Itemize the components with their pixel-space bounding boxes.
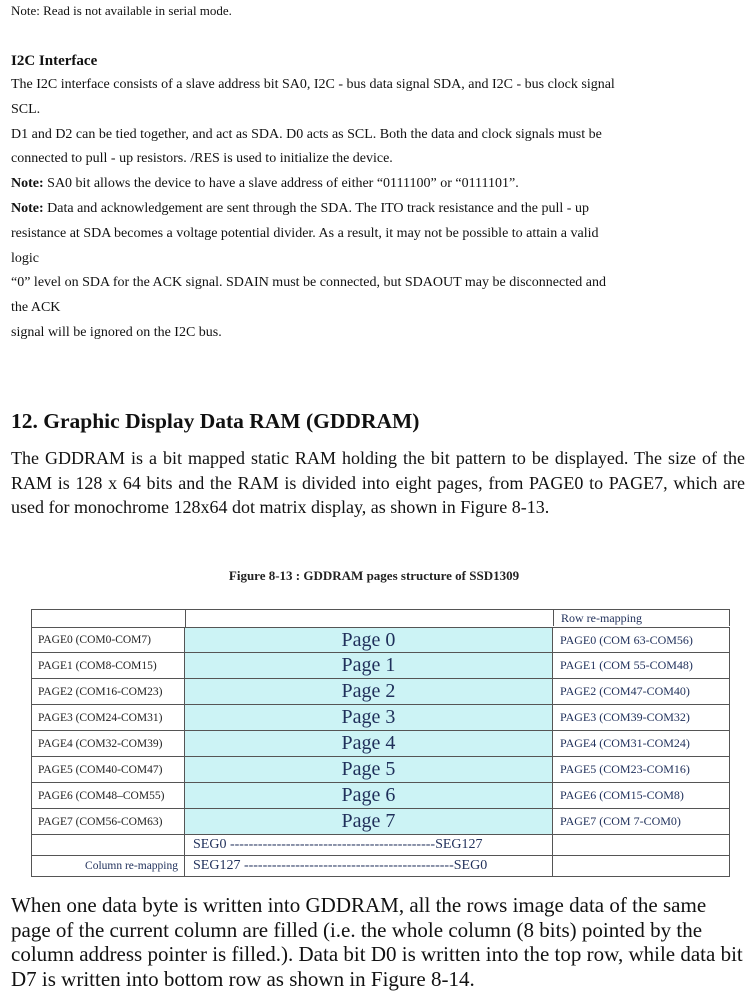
i2c-line-4: connected to pull - up resistors. /RES is used to initialize the device. <box>11 151 393 167</box>
gddram-pages-figure <box>31 609 730 877</box>
row-remap-label: PAGE3 (COM39-COM32) <box>553 705 730 731</box>
gddram-paragraph-text: The GDDRAM is a bit mapped static RAM holding the bit pattern to be displayed. The size of the RAM is 128 x 64 bits and the RAM is divided into eight pages, from PAGE0 to PAGE7, which are used for monochrome 128x64 dot matrix display, as shown in Figure 8-13. <box>11 448 745 518</box>
header-left-cell <box>31 610 185 627</box>
i2c-heading: I2C Interface <box>11 53 98 69</box>
seg-remap-right-cell <box>553 856 730 877</box>
i2c-line-9: “0” level on SDA for the ACK signal. SDAIN must be connected, but SDAOUT may be disconnected and <box>11 275 607 291</box>
i2c-line-8: logic <box>11 250 39 266</box>
page-com-label: PAGE3 (COM24-COM31) <box>31 705 185 731</box>
gddram-write-paragraph <box>11 893 745 991</box>
row-remap-label: PAGE5 (COM23-COM16) <box>553 757 730 783</box>
i2c-line-11: signal will be ignored on the I2C bus. <box>11 324 222 340</box>
i2c-note-2 <box>11 197 741 222</box>
row-remap-label: PAGE7 (COM 7-COM0) <box>553 809 730 835</box>
seg-normal-label: SEG0 --------------------------------------------SEG127 <box>185 835 553 856</box>
page-block: Page 7 <box>185 809 553 835</box>
note-text: Data and acknowledgement are sent through the SDA. The ITO track resistance and the pull - up <box>43 200 589 216</box>
page-com-label: PAGE7 (COM56-COM63) <box>31 809 185 835</box>
i2c-line-2: SCL. <box>11 101 41 117</box>
gddram-paragraph <box>11 446 745 520</box>
seg-remap-label: SEG127 ---------------------------------------------SEG0 <box>185 856 553 877</box>
i2c-line-10: the ACK <box>11 300 61 316</box>
page-block: Page 6 <box>185 783 553 809</box>
row-remap-label: PAGE1 (COM 55-COM48) <box>553 653 730 679</box>
page-block: Page 5 <box>185 757 553 783</box>
page-block: Page 4 <box>185 731 553 757</box>
seg-row-right-cell <box>553 835 730 856</box>
page-com-label: PAGE5 (COM40-COM47) <box>31 757 185 783</box>
gddram-heading: 12. Graphic Display Data RAM (GDDRAM) <box>11 409 420 433</box>
i2c-line-1: The I2C interface consists of a slave address bit SA0, I2C - bus data signal SDA, and I2C - bus clock signal <box>11 77 615 92</box>
column-remap-label: Column re-mapping <box>31 856 185 877</box>
gddram-write-paragraph-text: When one data byte is written into GDDRAM, all the rows image data of the same page of the current column are filled (i.e. the whole column (8 bits) pointed by the column address pointer is filled.). Data bit D0 is written into the top row, while data bit D7 is written into bottom row as shown in Figure 8-14. <box>11 893 743 991</box>
page-com-label: PAGE0 (COM0-COM7) <box>31 627 185 653</box>
i2c-note-1 <box>11 172 741 197</box>
i2c-description <box>11 73 741 346</box>
page-block: Page 2 <box>185 679 553 705</box>
row-remap-label: PAGE0 (COM 63-COM56) <box>553 627 730 653</box>
note-text: SA0 bit allows the device to have a slave address of either “0111100” or “0111101”. <box>43 176 519 192</box>
page-com-label: PAGE4 (COM32-COM39) <box>31 731 185 757</box>
note-label: Note: <box>11 200 44 216</box>
row-remap-label: PAGE2 (COM47-COM40) <box>553 679 730 705</box>
page-block: Page 1 <box>185 653 553 679</box>
page-com-label: PAGE6 (COM48–COM55) <box>31 783 185 809</box>
seg-row-left-cell <box>31 835 185 856</box>
header-mid-cell <box>185 610 553 627</box>
note-label: Note: <box>11 176 44 192</box>
i2c-line-7: resistance at SDA becomes a voltage potential divider. As a result, it may not be possible to attain a valid <box>11 225 599 241</box>
page-com-label: PAGE2 (COM16-COM23) <box>31 679 185 705</box>
row-remap-label: PAGE6 (COM15-COM8) <box>553 783 730 809</box>
figure-title: Figure 8-13 : GDDRAM pages structure of SSD1309 <box>228 568 520 583</box>
page-block: Page 0 <box>185 627 553 653</box>
serial-mode-note: Note: Read is not available in serial mode. <box>11 3 232 18</box>
page-com-label: PAGE1 (COM8-COM15) <box>31 653 185 679</box>
row-remap-label: PAGE4 (COM31-COM24) <box>553 731 730 757</box>
row-remap-header: Row re-mapping <box>553 610 730 626</box>
page-block: Page 3 <box>185 705 553 731</box>
i2c-line-3: D1 and D2 can be tied together, and act as SDA. D0 acts as SCL. Both the data and clock signals must be <box>11 126 602 142</box>
